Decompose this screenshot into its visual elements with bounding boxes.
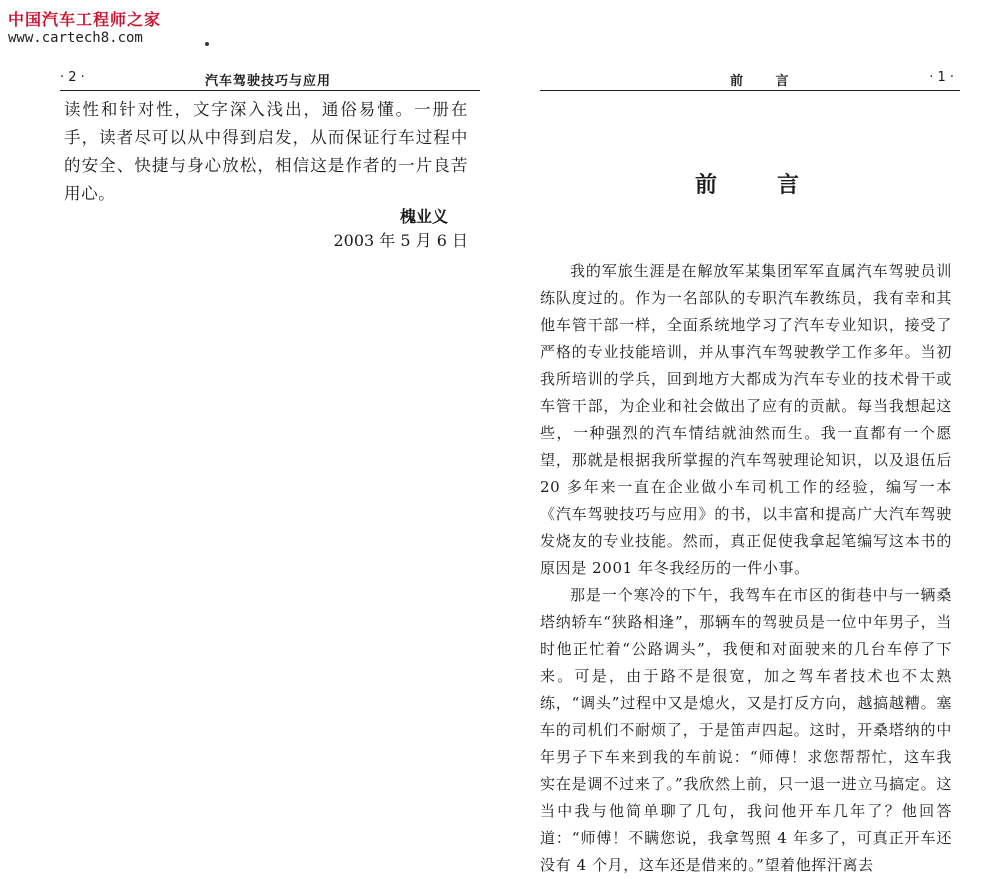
right-page	[540, 0, 960, 874]
signature-name: 槐业义	[399, 207, 448, 226]
left-page-body	[64, 96, 468, 208]
right-page-header	[540, 68, 960, 91]
left-page-header	[60, 68, 480, 91]
chapter-title: 前言	[695, 173, 860, 198]
left-running-title: 汽车驾驶技巧与应用	[205, 74, 332, 89]
right-page-body	[540, 258, 952, 879]
watermark-url: www.cartech8.com	[8, 30, 143, 46]
left-page	[60, 0, 480, 784]
left-paragraph: 读性和针对性，文字深入浅出，通俗易懂。一册在手，读者尽可以从中得到启发，从而保证行车过程中的安全、快捷与身心放松，相信这是作者的一片良苦用心。	[64, 100, 468, 203]
paragraph-1: 我的军旅生涯是在解放军某集团军军直属汽车驾驶员训练队度过的。作为一名部队的专职汽车教练员，我有幸和其他车管干部一样，全面系统地学习了汽车专业知识，接受了严格的专业技能培训，并从事汽车驾驶教学工作多年。当初我所培训的学兵，回到地方大都成为汽车专业的技术骨干或车管干部，为企业和社会做出了应有的贡献。每当我想起这些，一种强烈的汽车情结就油然而生。我一直都有一个愿望，那就是根据我所掌握的汽车驾驶理论知识，以及退伍后 20 多年来一直在企业做小车司机工作的经验，编写一本《汽车驾驶技巧与应用》的书，以丰富和提高广大汽车驾驶发烧友的专业技能。然而，真正促使我拿起笔编写这本书的原因是 2001 年冬我经历的一件小事。	[540, 262, 952, 577]
left-page-number: · 2 ·	[60, 70, 85, 85]
watermark-site-name: 中国汽车工程师之家	[8, 10, 162, 29]
right-page-number: · 1 ·	[929, 70, 954, 85]
right-running-title: 前 言	[730, 74, 803, 89]
signature-date: 2003 年 5 月 6 日	[333, 231, 468, 250]
paragraph-2: 那是一个寒冷的下午，我驾车在市区的街巷中与一辆桑塔纳轿车“狭路相逢”，那辆车的驾驶员是一位中年男子，当时他正忙着“公路调头”，我便和对面驶来的几台车停了下来。可是，由于路不是很宽，加之驾车者技术也不太熟练，“调头”过程中又是熄火，又是打反方向，越搞越糟。塞车的司机们不耐烦了，于是笛声四起。这时，开桑塔纳的中年男子下车来到我的车前说：“师傅！求您帮帮忙，这车我实在是调不过来了。”我欣然上前，只一退一进立马搞定。这当中我与他简单聊了几句，我问他开车几年了？他回答道：“师傅！不瞒您说，我拿驾照 4 年多了，可真正开车还没有 4 个月，这车还是借来的。”望着他挥汗离去	[540, 586, 952, 874]
